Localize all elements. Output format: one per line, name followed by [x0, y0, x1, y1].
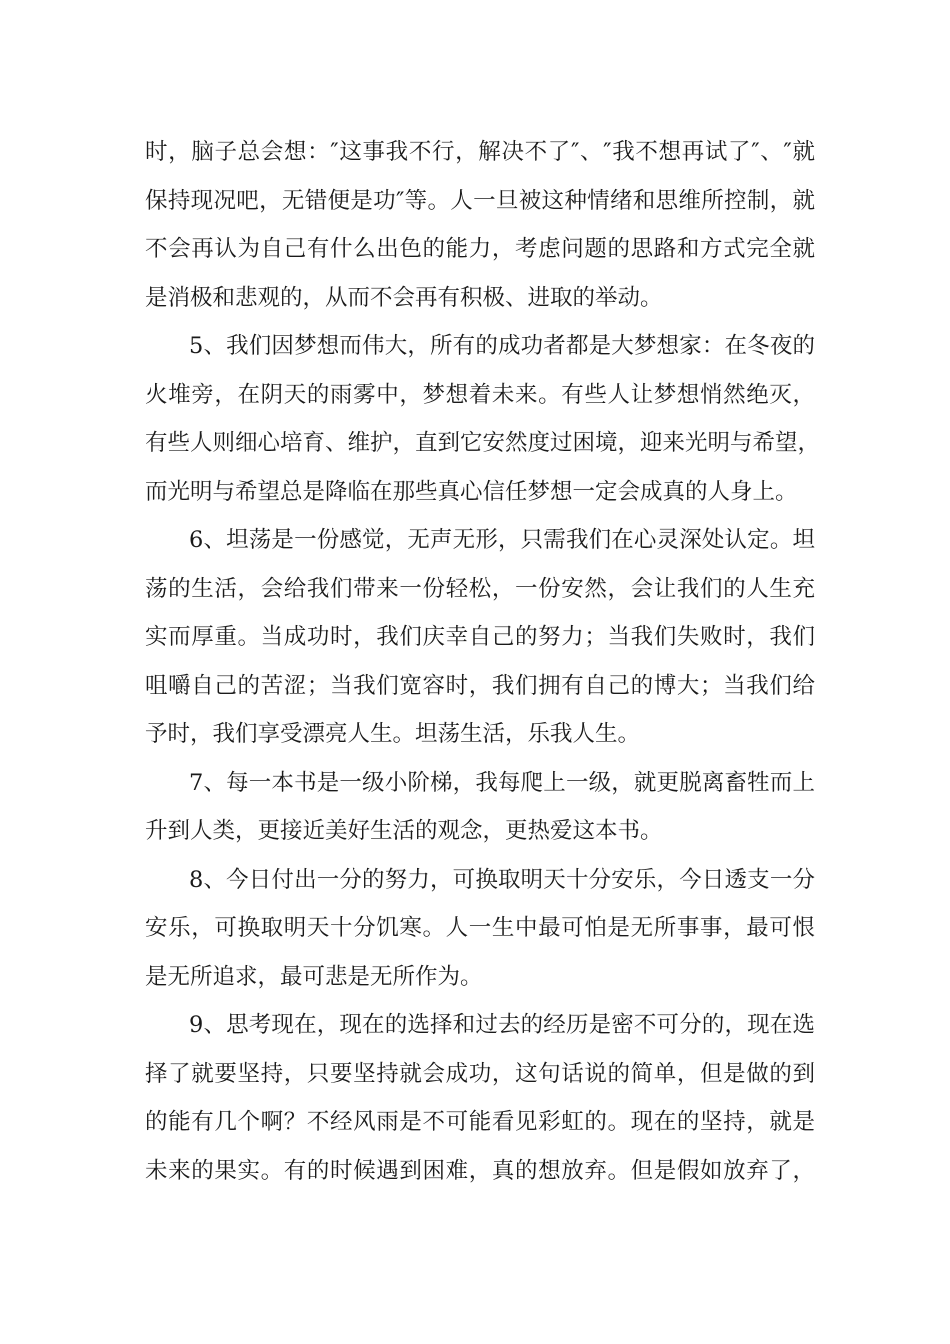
- text-line: 择了就要坚持，只要坚持就会成功，这句话说的简单，但是做的到: [145, 1060, 815, 1087]
- text-line: 而光明与希望总是降临在那些真心信任梦想一定会成真的人身上。: [145, 478, 798, 505]
- text-line: 有些人则细心培育、维护，直到它安然度过困境，迎来光明与希望，: [145, 430, 821, 456]
- text-line: 保持现况吧，无错便是功″等。人一旦被这种情绪和思维所控制，就: [145, 187, 815, 214]
- text-line: 未来的果实。有的时候遇到困难，真的想放弃。但是假如放弃了，: [145, 1157, 815, 1184]
- text-line: 荡的生活，会给我们带来一份轻松，一份安然，会让我们的人生充: [145, 575, 815, 602]
- text-line: 的能有几个啊？不经风雨是不可能看见彩虹的。现在的坚持，就是: [145, 1109, 815, 1135]
- paragraph-7-first-line: 7、每一本书是一级小阶梯，我每爬上一级，就更脱离畜牲而上: [189, 769, 815, 796]
- text-line: 不会再认为自己有什么出色的能力，考虑问题的思路和方式完全就: [145, 236, 815, 262]
- text-line: 是无所追求，最可悲是无所作为。: [145, 963, 483, 990]
- paragraph-5-first-line: 5、我们因梦想而伟大，所有的成功者都是大梦想家：在冬夜的: [189, 333, 815, 359]
- text-line: 是消极和悲观的，从而不会再有积极、进取的举动。: [145, 284, 663, 311]
- paragraph-8-first-line: 8、今日付出一分的努力，可换取明天十分安乐，今日透支一分: [189, 866, 815, 893]
- paragraph-9-first-line: 9、思考现在，现在的选择和过去的经历是密不可分的，现在选: [189, 1012, 815, 1038]
- text-line: 时，脑子总会想：″这事我不行，解决不了″、″我不想再试了″、″就: [145, 139, 815, 165]
- text-line: 予时，我们享受漂亮人生。坦荡生活，乐我人生。: [145, 721, 641, 747]
- text-line: 升到人类，更接近美好生活的观念，更热爱这本书。: [145, 818, 663, 844]
- text-line: 实而厚重。当成功时，我们庆幸自己的努力；当我们失败时，我们: [145, 624, 815, 650]
- text-line: 安乐，可换取明天十分饥寒。人一生中最可怕是无所事事，最可恨: [145, 915, 815, 941]
- body-text: [145, 128, 821, 1195]
- paragraph-6-first-line: 6、坦荡是一份感觉，无声无形，只需我们在心灵深处认定。坦: [189, 527, 815, 553]
- text-line: 咀嚼自己的苦涩；当我们宽容时，我们拥有自己的博大；当我们给: [145, 672, 815, 699]
- text-line: 火堆旁，在阴天的雨雾中，梦想着未来。有些人让梦想悄然绝灭，: [145, 381, 815, 408]
